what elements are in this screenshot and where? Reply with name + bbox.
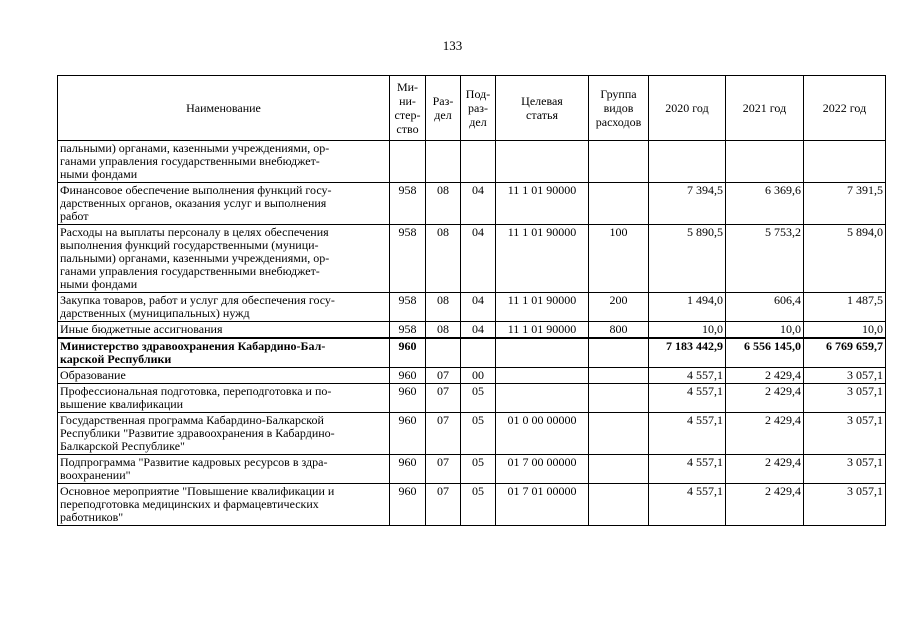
cell-subsection: 05: [461, 484, 496, 526]
col-header-2022: 2022 год: [804, 76, 886, 141]
cell-2022: 3 057,1: [804, 368, 886, 384]
cell-2022: [804, 141, 886, 183]
cell-2020: 7 394,5: [649, 183, 726, 225]
cell-group: 200: [589, 293, 649, 322]
cell-2021: 6 556 145,0: [726, 338, 804, 368]
cell-ministry: 960: [390, 368, 426, 384]
cell-name: Иные бюджетные ассигнования: [58, 322, 390, 339]
col-header-name: Наименование: [58, 76, 390, 141]
cell-subsection: 05: [461, 455, 496, 484]
cell-ministry: 960: [390, 455, 426, 484]
cell-target: [496, 141, 589, 183]
cell-ministry: 960: [390, 413, 426, 455]
cell-subsection: 05: [461, 413, 496, 455]
cell-target: 11 1 01 90000: [496, 322, 589, 339]
cell-target: 01 7 01 00000: [496, 484, 589, 526]
cell-2020: 4 557,1: [649, 413, 726, 455]
cell-target: 11 1 01 90000: [496, 293, 589, 322]
cell-target: 11 1 01 90000: [496, 183, 589, 225]
cell-ministry: [390, 141, 426, 183]
cell-name: Министерство здравоохранения Кабардино-Бал- карской Республики: [58, 338, 390, 368]
col-header-2021: 2021 год: [726, 76, 804, 141]
cell-2020: 4 557,1: [649, 484, 726, 526]
cell-section: 07: [426, 484, 461, 526]
table-row: [58, 183, 886, 225]
cell-section: 08: [426, 293, 461, 322]
cell-name: Закупка товаров, работ и услуг для обеспечения госу- дарственных (муниципальных) нужд: [58, 293, 390, 322]
table-row: [58, 322, 886, 339]
cell-subsection: 04: [461, 225, 496, 293]
cell-section: [426, 338, 461, 368]
cell-target: 11 1 01 90000: [496, 225, 589, 293]
col-header-section: Раз- дел: [426, 76, 461, 141]
cell-2020: 4 557,1: [649, 455, 726, 484]
cell-2021: 2 429,4: [726, 484, 804, 526]
cell-2022: 6 769 659,7: [804, 338, 886, 368]
cell-2020: 4 557,1: [649, 384, 726, 413]
cell-2020: 7 183 442,9: [649, 338, 726, 368]
cell-2020: [649, 141, 726, 183]
cell-2021: 2 429,4: [726, 413, 804, 455]
cell-2022: 3 057,1: [804, 384, 886, 413]
cell-ministry: 960: [390, 338, 426, 368]
cell-subsection: [461, 338, 496, 368]
col-header-ministry: Ми- ни- стер- ство: [390, 76, 426, 141]
cell-2021: 6 369,6: [726, 183, 804, 225]
table-row: [58, 384, 886, 413]
cell-2020: 1 494,0: [649, 293, 726, 322]
cell-2022: 1 487,5: [804, 293, 886, 322]
cell-subsection: 00: [461, 368, 496, 384]
table-row: [58, 484, 886, 526]
table-row: [58, 455, 886, 484]
cell-group: [589, 455, 649, 484]
table-row: [58, 141, 886, 183]
cell-subsection: [461, 141, 496, 183]
cell-2020: 4 557,1: [649, 368, 726, 384]
cell-2022: 10,0: [804, 322, 886, 339]
cell-2022: 3 057,1: [804, 413, 886, 455]
cell-subsection: 05: [461, 384, 496, 413]
cell-name: Профессиональная подготовка, переподготовка и по- вышение квалификации: [58, 384, 390, 413]
col-header-2020: 2020 год: [649, 76, 726, 141]
table-row: [58, 225, 886, 293]
table-row: [58, 338, 886, 368]
cell-group: [589, 484, 649, 526]
cell-2020: 5 890,5: [649, 225, 726, 293]
cell-name: Образование: [58, 368, 390, 384]
cell-name: пальными) органами, казенными учреждениями, ор- ганами управления государственными внебюджет- ными фондами: [58, 141, 390, 183]
cell-2020: 10,0: [649, 322, 726, 339]
cell-subsection: 04: [461, 322, 496, 339]
cell-ministry: 958: [390, 225, 426, 293]
cell-section: [426, 141, 461, 183]
col-header-subsection: Под- раз- дел: [461, 76, 496, 141]
cell-group: 800: [589, 322, 649, 339]
cell-2021: 2 429,4: [726, 368, 804, 384]
cell-subsection: 04: [461, 293, 496, 322]
cell-section: 07: [426, 384, 461, 413]
cell-2022: 7 391,5: [804, 183, 886, 225]
cell-group: [589, 338, 649, 368]
cell-2022: 3 057,1: [804, 455, 886, 484]
cell-target: 01 7 00 00000: [496, 455, 589, 484]
cell-2022: 3 057,1: [804, 484, 886, 526]
cell-target: [496, 368, 589, 384]
cell-group: [589, 183, 649, 225]
table-row: [58, 293, 886, 322]
cell-section: 07: [426, 368, 461, 384]
cell-section: 07: [426, 413, 461, 455]
col-header-target: Целевая статья: [496, 76, 589, 141]
cell-2022: 5 894,0: [804, 225, 886, 293]
cell-name: Финансовое обеспечение выполнения функций госу- дарственных органов, оказания услуг и выполнения работ: [58, 183, 390, 225]
cell-subsection: 04: [461, 183, 496, 225]
cell-name: Основное мероприятие "Повышение квалификации и переподготовка медицинских и фармацевтических работников": [58, 484, 390, 526]
cell-group: [589, 413, 649, 455]
cell-2021: 2 429,4: [726, 384, 804, 413]
cell-2021: 606,4: [726, 293, 804, 322]
cell-2021: 10,0: [726, 322, 804, 339]
cell-section: 07: [426, 455, 461, 484]
budget-table: [57, 75, 886, 526]
cell-name: Государственная программа Кабардино-Балкарской Республики "Развитие здравоохранения в Кабардино- Балкарской Республике": [58, 413, 390, 455]
cell-ministry: 960: [390, 484, 426, 526]
cell-name: Подпрограмма "Развитие кадровых ресурсов в здра- воохранении": [58, 455, 390, 484]
table-row: [58, 368, 886, 384]
cell-section: 08: [426, 183, 461, 225]
cell-group: [589, 384, 649, 413]
col-header-group: Группа видов расходов: [589, 76, 649, 141]
table-row: [58, 413, 886, 455]
cell-section: 08: [426, 225, 461, 293]
cell-ministry: 958: [390, 322, 426, 339]
cell-group: [589, 141, 649, 183]
cell-2021: 5 753,2: [726, 225, 804, 293]
cell-section: 08: [426, 322, 461, 339]
cell-name: Расходы на выплаты персоналу в целях обеспечения выполнения функций государственными (муници- пальными) органами, казенными учреждениями, ор- ганами управления государственными внебюджет- ными фондами: [58, 225, 390, 293]
cell-ministry: 958: [390, 293, 426, 322]
page-number: 133: [442, 38, 463, 53]
cell-target: 01 0 00 00000: [496, 413, 589, 455]
cell-ministry: 958: [390, 183, 426, 225]
cell-group: [589, 368, 649, 384]
cell-2021: 2 429,4: [726, 455, 804, 484]
cell-ministry: 960: [390, 384, 426, 413]
cell-2021: [726, 141, 804, 183]
cell-target: [496, 384, 589, 413]
cell-target: [496, 338, 589, 368]
cell-group: 100: [589, 225, 649, 293]
header-row: [58, 76, 886, 141]
